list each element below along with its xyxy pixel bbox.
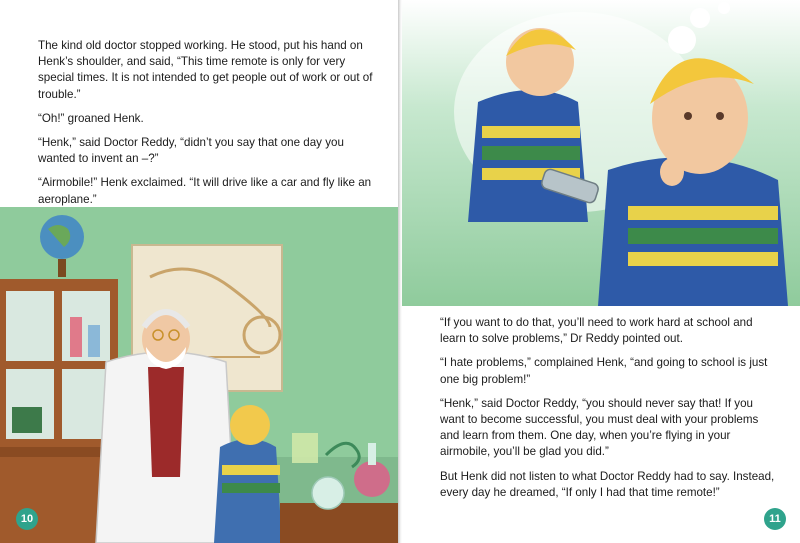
right-page-text	[440, 315, 780, 509]
laboratory-illustration	[0, 207, 398, 543]
paragraph: But Henk did not listen to what Doctor Reddy had to say. Instead, every day he dreamed, “If only I had that time remote!”	[440, 469, 775, 499]
paragraph: The kind old doctor stopped working. He stood, put his hand on Henk’s shoulder, and said, “This time remote is only for very special times. It is not intended to get people out of work or out of trouble.”	[38, 39, 373, 101]
henk-dreaming-illustration	[402, 0, 800, 306]
left-page	[0, 0, 398, 543]
page-number-badge	[764, 508, 786, 530]
page-number: 11	[769, 513, 781, 525]
paragraph: “Oh!” groaned Henk.	[38, 111, 144, 125]
right-page	[402, 0, 800, 543]
page-number: 10	[20, 513, 34, 525]
paragraph: “Henk,” said Doctor Reddy, “you should never say that! If you want to become successful, you must deal with your problems and learn from them. One day, when you’re flying in your airmobile, you’ll be glad you did.”	[440, 396, 759, 459]
paragraph: “Airmobile!” Henk exclaimed. “It will drive like a car and fly like an aeroplane.”	[38, 176, 372, 206]
paragraph: “I hate problems,” complained Henk, “and going to school is just one big problem!”	[440, 356, 768, 386]
paragraph: “Henk,” said Doctor Reddy, “didn’t you say that one day you wanted to invent an –?”	[38, 136, 344, 166]
left-page-text	[38, 38, 374, 216]
page-number-badge	[16, 508, 38, 530]
paragraph: “If you want to do that, you’ll need to work hard at school and learn to solve problems,” Dr Reddy pointed out.	[440, 316, 753, 346]
